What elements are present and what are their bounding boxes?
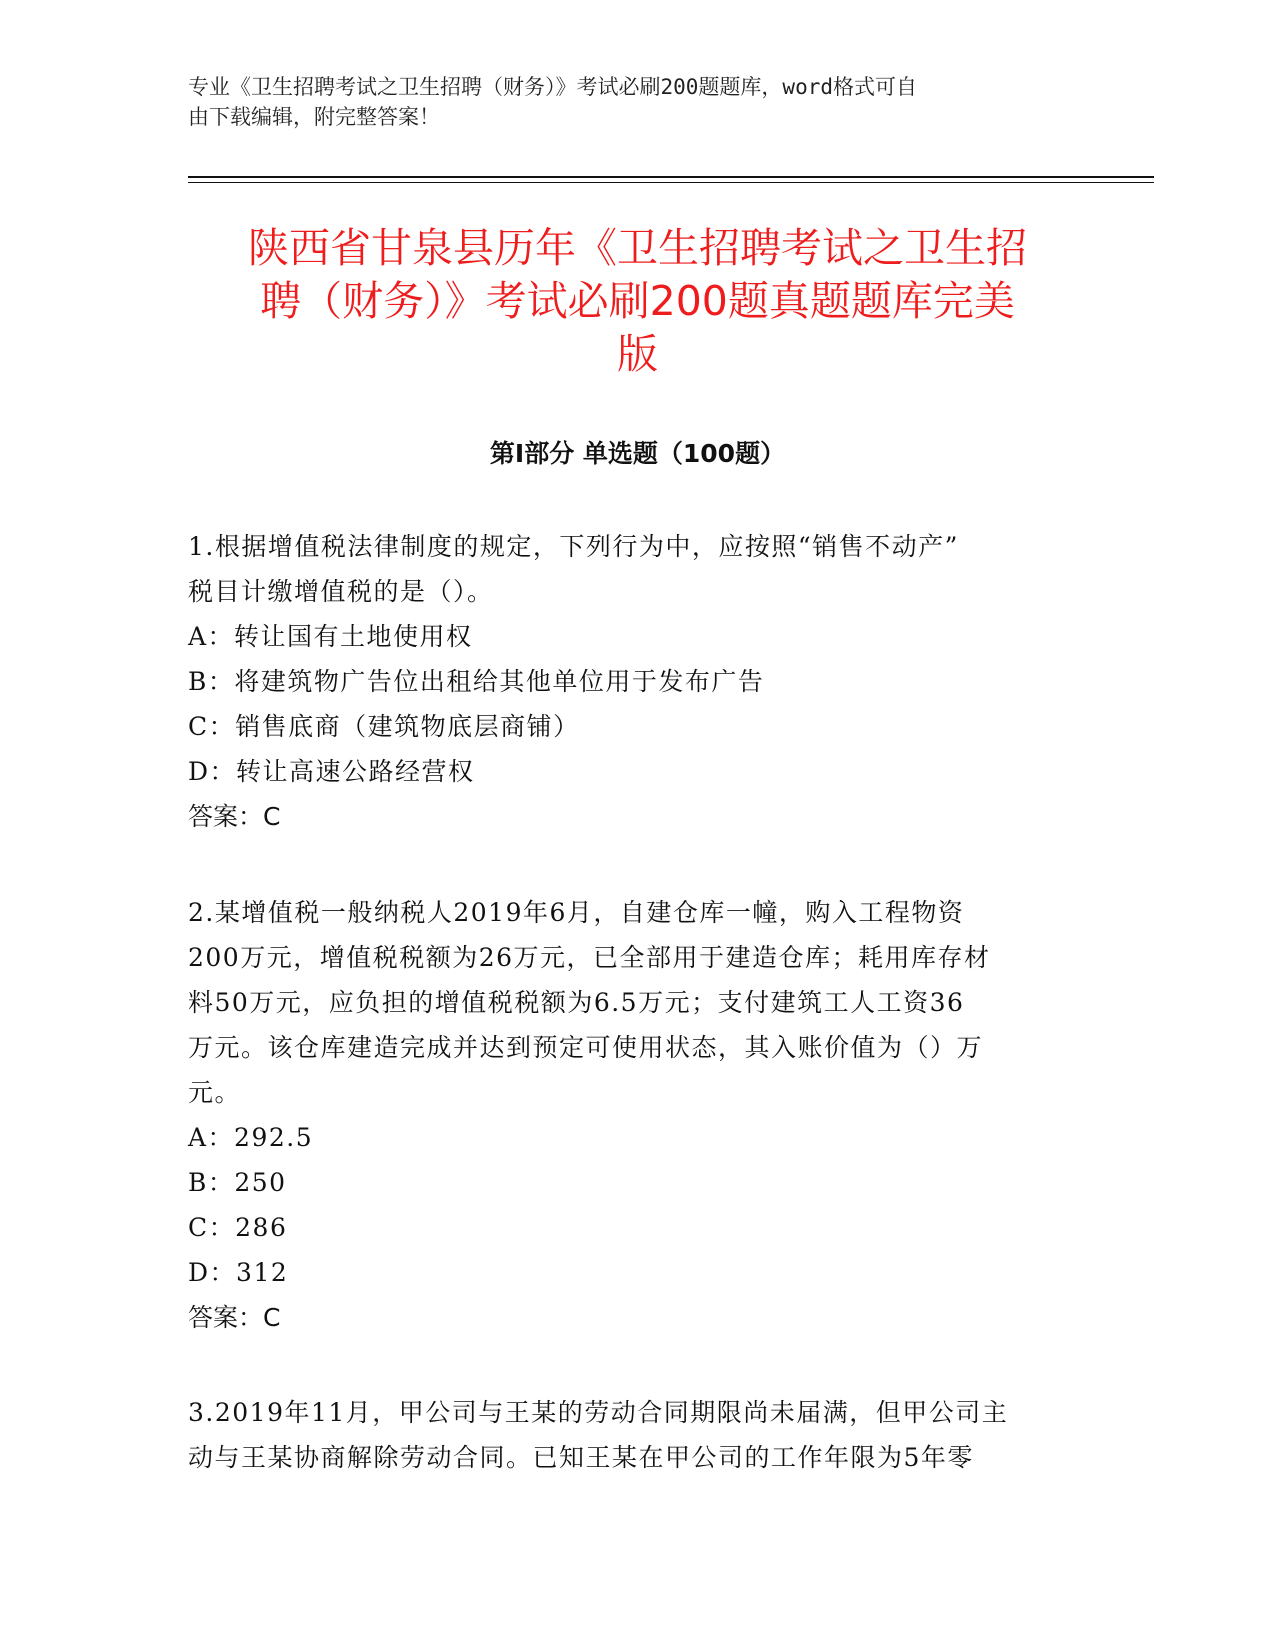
option-c: C：销售底商（建筑物底层商铺） bbox=[188, 712, 580, 741]
question-stem-line: 3.2019年11月，甲公司与王某的劳动合同期限尚未届满，但甲公司主 bbox=[188, 1398, 1009, 1427]
question-stem-line: 200万元，增值税税额为26万元，已全部用于建造仓库；耗用库存材 bbox=[188, 943, 991, 972]
question-1 bbox=[188, 524, 1088, 839]
question-stem-line: 万元。该仓库建造完成并达到预定可使用状态，其入账价值为（）万 bbox=[188, 1033, 984, 1062]
header-divider-thin bbox=[188, 182, 1154, 183]
question-stem-line: 税目计缴增值税的是（）。 bbox=[188, 577, 494, 606]
question-stem-line: 元。 bbox=[188, 1078, 242, 1107]
option-b: B：250 bbox=[188, 1168, 287, 1197]
header-divider-thick bbox=[188, 176, 1154, 178]
document-title-line: 版 bbox=[617, 330, 658, 378]
question-3 bbox=[188, 1390, 1088, 1480]
header-note-line: 由下载编辑，附完整答案！ bbox=[188, 105, 440, 129]
header-note-line: 专业《卫生招聘考试之卫生招聘（财务）》考试必刷200题题库，word格式可自 bbox=[188, 75, 917, 99]
question-stem-line: 2.某增值税一般纳税人2019年6月，自建仓库一幢，购入工程物资 bbox=[188, 898, 965, 927]
document-title-line: 聘（财务）》考试必刷200题真题题库完美 bbox=[260, 277, 1015, 325]
section-title: 第Ⅰ部分 单选题（100题） bbox=[489, 439, 786, 468]
option-c: C：286 bbox=[188, 1213, 288, 1242]
question-stem-line: 料50万元，应负担的增值税税额为6.5万元；支付建筑工人工资36 bbox=[188, 988, 965, 1017]
option-d: D：312 bbox=[188, 1258, 289, 1287]
document-title bbox=[160, 222, 1115, 381]
option-d: D：转让高速公路经营权 bbox=[188, 757, 475, 786]
option-a: A：292.5 bbox=[188, 1123, 314, 1152]
question-2 bbox=[188, 890, 1088, 1340]
answer: 答案：C bbox=[188, 1303, 281, 1332]
header-note bbox=[188, 72, 1068, 132]
document-title-line: 陕西省甘泉县历年《卫生招聘考试之卫生招 bbox=[248, 224, 1027, 272]
question-stem-line: 动与王某协商解除劳动合同。已知王某在甲公司的工作年限为5年零 bbox=[188, 1443, 974, 1472]
option-a: A：转让国有土地使用权 bbox=[188, 622, 473, 651]
question-stem-line: 1.根据增值税法律制度的规定，下列行为中，应按照“销售不动产” bbox=[188, 532, 959, 561]
option-b: B：将建筑物广告位出租给其他单位用于发布广告 bbox=[188, 667, 765, 696]
answer: 答案：C bbox=[188, 802, 281, 831]
